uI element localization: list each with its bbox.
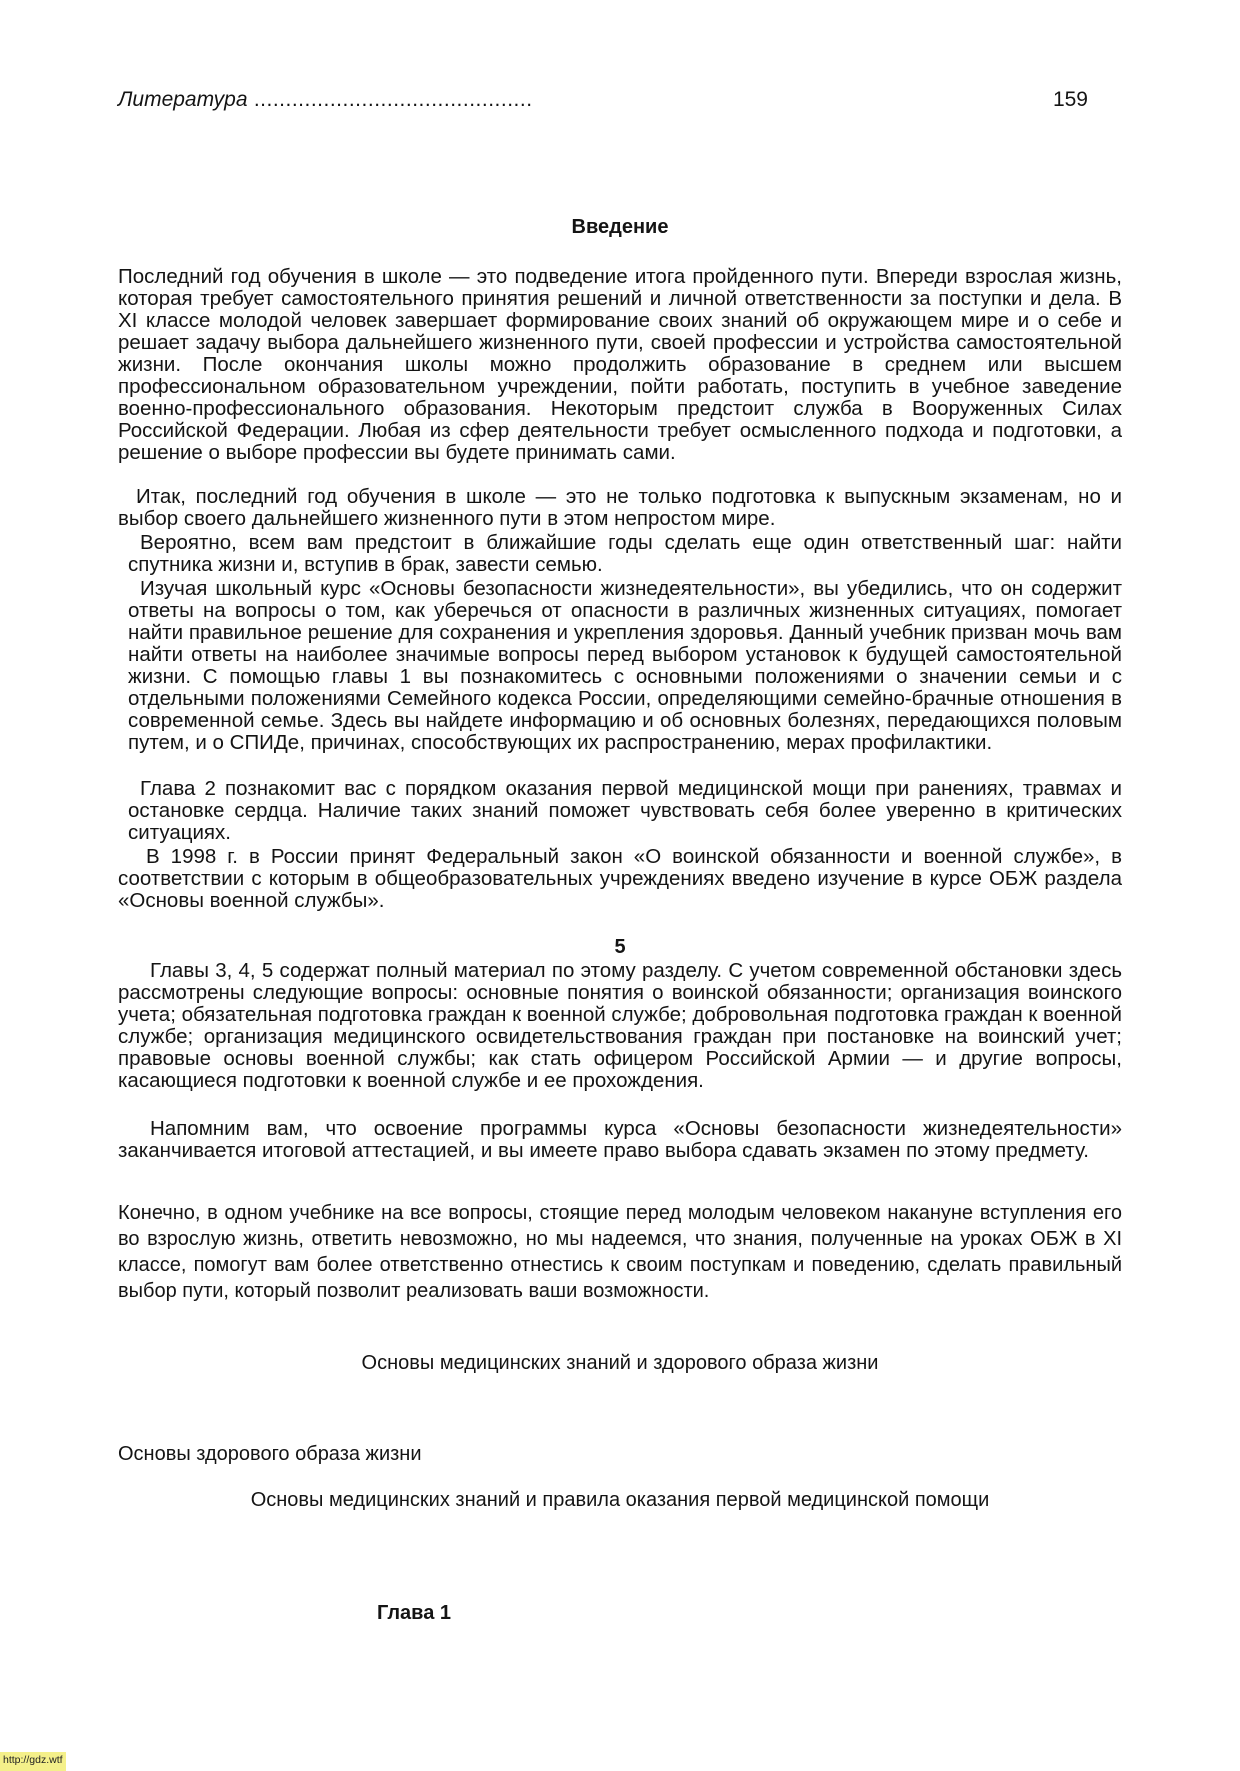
page-number: 5 xyxy=(614,936,626,958)
intro-paragraph-8: Напомним вам, что освоение программы курса «Основы безопасности жизнедеятельности» заканчивается итоговой аттестацией, и вы имеете право выбора сдавать экзамен по этому предмету. xyxy=(118,1117,1122,1162)
chapter-title: Глава 1 xyxy=(377,1602,452,1624)
intro-paragraph-3: Вероятно, всем вам предстоит в ближайшие годы сделать еще один ответственный шаг: найти спутника жизни и, вступив в брак, завести семью. xyxy=(128,531,1122,576)
intro-paragraph-9: Конечно, в одном учебнике на все вопросы, стоящие перед молодым человеком накануне вступления его во взрослую жизнь, ответить невозможно, но мы надеемся, что знания, полученные на уроках ОБЖ в XI классе, помогут вам более ответственно отнестись к своим поступкам и поведению, сделать правильный выбор пути, который позволит реализовать ваши возможности. xyxy=(118,1202,1122,1302)
intro-heading: Введение xyxy=(571,216,669,238)
toc-entry xyxy=(118,88,1088,112)
intro-paragraph-2: Итак, последний год обучения в школе — это не только подготовка к выпускным экзаменам, но и выбор своего дальнейшего жизненного пути в этом непростом мире. xyxy=(118,485,1122,530)
toc-label: Литература xyxy=(118,88,248,111)
section-title-medical-knowledge: Основы медицинских знаний и здорового образа жизни xyxy=(361,1352,879,1374)
section-title-healthy-lifestyle: Основы здорового образа жизни xyxy=(118,1443,422,1465)
watermark-link[interactable]: http://gdz.wtf xyxy=(0,1752,66,1771)
toc-dots: ............................................ xyxy=(247,88,533,111)
toc-page-number: 159 xyxy=(1052,88,1088,111)
intro-paragraph-4: Изучая школьный курс «Основы безопасности жизнедеятельности», вы убедились, что он содержит ответы на вопросы о том, как уберечься от опасности в различных жизненных ситуациях, помогает найти правильное решение для сохранения и укрепления здоровья. Данный учебник призван мочь вам найти ответы на наиболее значимые вопросы перед выбором установок к будущей самостоятельной жизни. С помощью главы 1 вы познакомитесь с основными положениями о значении семьи и с отдельными положениями Семейного кодекса России, определяющими семейно-брачные отношения в современной семье. Здесь вы найдете информацию и об основных болезнях, передающихся половым путем, и о СПИДе, причинах, способствующих их распространению, мерах профилактики. xyxy=(128,577,1122,754)
section-title-first-aid: Основы медицинских знаний и правила оказания первой медицинской помощи xyxy=(250,1489,990,1511)
intro-paragraph-7: Главы 3, 4, 5 содержат полный материал по этому разделу. С учетом современной обстановки здесь рассмотрены следующие вопросы: основные понятия о воинской обязанности; организация воинского учета; обязательная подготовка граждан к военной службе; добровольная подготовка граждан к военной службе; организация медицинского освидетельствования граждан при постановке на воинский учет; правовые основы военной службы; как стать офицером Российской Армии — и другие вопросы, касающиеся подготовки к военной службе и ее прохождения. xyxy=(118,959,1122,1092)
intro-paragraph-6: В 1998 г. в России принят Федеральный закон «О воинской обязанности и военной службе», в соответствии с которым в общеобразовательных учреждениях введено изучение в курсе ОБЖ раздела «Основы военной службы». xyxy=(118,845,1122,912)
intro-paragraph-1: Последний год обучения в школе — это подведение итога пройденного пути. Впереди взрослая жизнь, которая требует самостоятельного принятия решений и личной ответственности за поступки и дела. В XI классе молодой человек завершает формирование своих знаний об окружающем мире и о себе и решает задачу выбора дальнейшего жизненного пути, своей профессии и устройства самостоятельной жизни. После окончания школы можно продолжить образование в среднем или высшем профессиональном образовательном учреждении, пойти работать, поступить в учебное заведение военно-профессионального образования. Некоторым предстоит служба в Вооруженных Силах Российской Федерации. Любая из сфер деятельности требует осмысленного подхода и подготовки, а решение о выборе профессии вы будете принимать сами. xyxy=(118,265,1122,464)
intro-paragraph-5: Глава 2 познакомит вас с порядком оказания первой медицинской мощи при ранениях, травмах и остановке сердца. Наличие таких знаний поможет чувствовать себя более уверенно в критических ситуациях. xyxy=(128,777,1122,844)
